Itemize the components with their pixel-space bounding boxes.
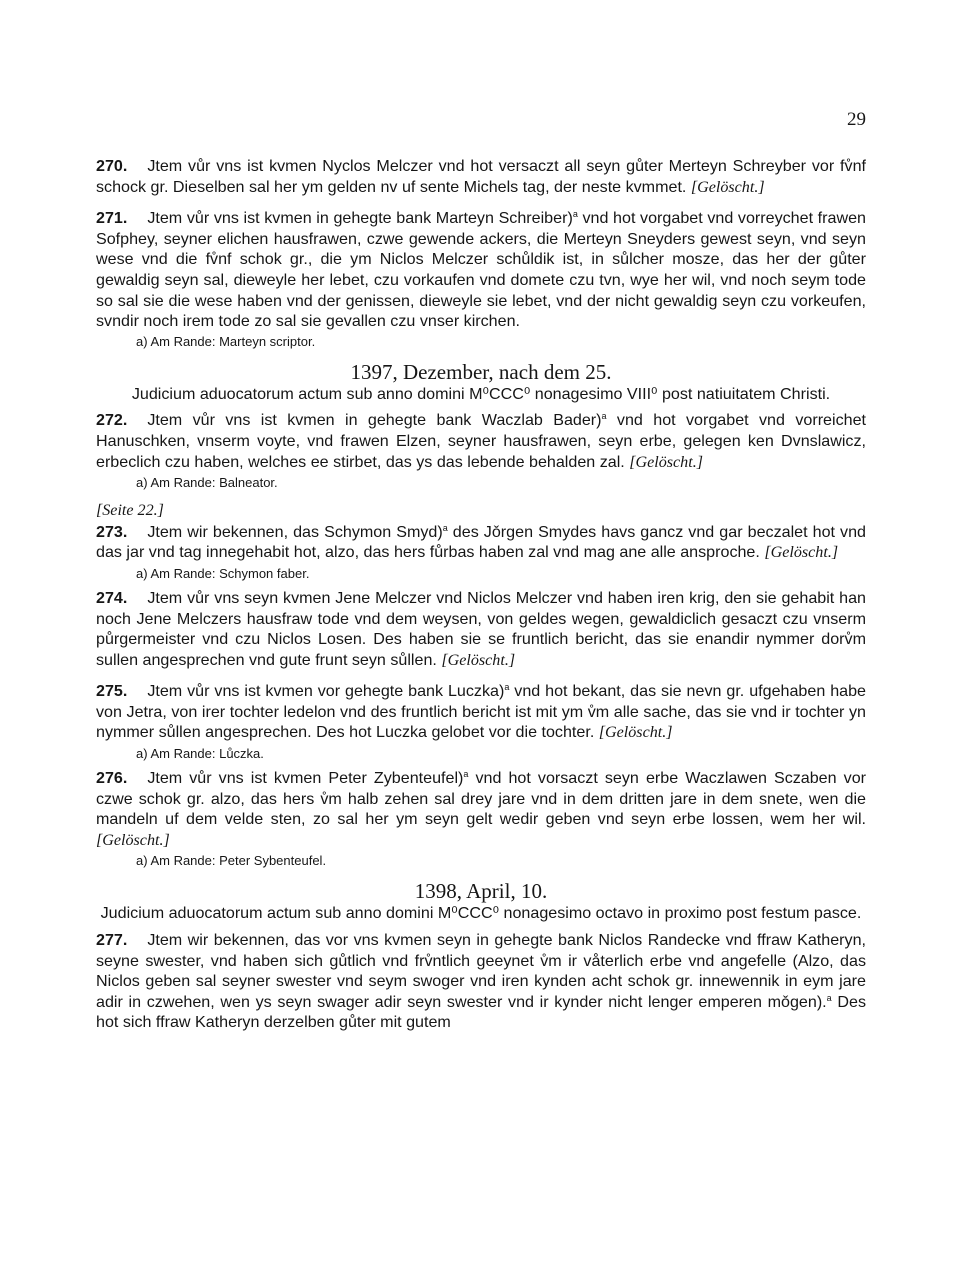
footnote-marker: a — [572, 209, 578, 220]
entry-number: 276. — [96, 769, 128, 788]
footnote-marker: a — [826, 992, 832, 1003]
entry-number: 270. — [96, 157, 128, 175]
entry-text-cont: vnd hot bekant, das sie nevn gr. ufgehaben habe von Jetra, von irer tochter ledelon vnd des fruntlich bericht ist mit ym v̊m alle sache, das sie vnd ir tochter yn nymmer sůllen angesprechen. Des hot Luczka gelobet vor die tochter. — [96, 682, 867, 742]
deleted-note: [Gelöscht.] — [629, 453, 703, 471]
entry-270 — [96, 156, 866, 198]
footnote-marker: a — [442, 522, 448, 533]
document-page — [96, 110, 866, 1033]
entry-number: 277. — [96, 931, 128, 950]
deleted-note: [Gelöscht.] — [690, 178, 765, 196]
footnote-marker: a — [463, 769, 469, 780]
entry-text: Jtem vůr vns ist kvmen vor gehegte bank Luczka) — [147, 682, 505, 701]
entry-text: Jtem vůr vns ist kvmen Peter Zybenteufel) — [147, 769, 464, 788]
deleted-note: [Gelöscht.] — [764, 544, 839, 562]
entry-276 — [96, 768, 866, 851]
entry-text-cont: Des hot sich ffraw Katheryn derzelben gůter mit gutem — [96, 992, 866, 1032]
deleted-note: [Gelöscht.] — [96, 831, 170, 849]
entry-text-cont: des Jǒrgen Smydes havs gancz vnd gar beczalet hot vnd das jar vnd tag innegehabit hot, alzo, das hers fůrbas haben zal vnd mag ane alle ansproche. — [96, 522, 866, 562]
deleted-note: [Gelöscht.] — [441, 651, 516, 669]
entry-number: 275. — [96, 682, 128, 701]
entry-text-cont: vnd hot vorgabet vnd vorreichet Hanuschken, vnserm voyte, vnd frawen Elzen, seyner hausfrawen, seyn erbe, gelegen ken Dvnslawicz, erbeclich czu haben, welches ee stirbet, das ys das lebende behalden zal. — [96, 411, 867, 471]
entry-text: Jtem vůr vns ist kvmen Nyclos Melczer vnd hot versaczt all seyn gůter Merteyn Schreyber vor fv̊nf schock gr. Dieselben sal her ym gelden nv uf sente Michels tag, der neste kvmmet. — [96, 157, 866, 196]
deleted-note: [Gelöscht.] — [598, 724, 673, 742]
entry-text-cont: vnd hot vorgabet vnd vorreychet frawen Sofphey, seyner elichen hausfrawen, czwe gewende ackers, die Merteyn Sneyders gewest seyn, vnd seyn wese vnd die fv̊nf schok gr., die ym Niclos Melczer schůldik ist, in sůlcher mosze, das her der gůter gewaldig seyn sal, dieweyle her lebet, czu vorkaufen vnd domete czu tvn, wye her wil, vnd noch seym tode so sal sie die wese haben vnd der genissen, dieweyle sie lebet, vnd der nicht gewaldig seyn czu vorkeufen, svndir noch irem tode zo sal sie gevallen czu vnser kirchen. — [96, 209, 866, 331]
entry-number: 273. — [96, 522, 128, 541]
entry-text: Jtem vůr vns seyn kvmen Jene Melczer vnd Niclos Melczer vnd haben iren krig, den sie gehabit han noch Jene Melczers hausfraw tode vnd dem weysen, von geldes wegen, gewaldiclich gesaczt czu vnserm půrgermeister vnd czu Niclos Losen. Des haben sie se fruntlich bericht, das sie enandir nymmer dorv̊m sullen angesprechen vnd gute frunt seyn sůllen. — [96, 588, 866, 669]
entry-text: Jtem vůr vns ist kvmen in gehegte bank Marteyn Schreiber) — [147, 209, 573, 228]
date-heading: 1398, April, 10. — [414, 879, 548, 904]
footnote: a) Am Rande: Marteyn scriptor. — [136, 333, 316, 349]
footnote-marker: a — [601, 411, 607, 422]
footnote: a) Am Rande: Lůczka. — [136, 746, 264, 762]
entry-275 — [96, 681, 866, 744]
footnote: a) Am Rande: Balneator. — [136, 475, 278, 491]
entry-text: Jtem wir bekennen, das vor vns kvmen seyn in gehegte bank Niclos Randecke vnd ffraw Katheryn, seyne swester, vnd haben sich gůtlich vnd frv̊ntlich geeynet v̊m ir våterlich erbe vnd angefelle (Alzo, das Niclos geben sal seyner swester vnd seym swoger vnd iren kynden acht schok gr. innewennik in eym jare adir in czwehen, wen ys seyn swager adir seyn swester vnd ir kynder nicht lenger emperen mǒgen). — [96, 931, 866, 1011]
entry-number: 271. — [96, 209, 128, 228]
footnote: a) Am Rande: Schymon faber. — [136, 565, 310, 581]
entry-277 — [96, 930, 866, 1033]
entry-272 — [96, 410, 866, 473]
footnote: a) Am Rande: Peter Sybenteufel. — [136, 853, 327, 869]
footnote-marker: a — [504, 682, 510, 693]
entry-number: 272. — [96, 411, 128, 430]
entry-text: Jtem wir bekennen, das Schymon Smyd) — [147, 522, 443, 541]
page-number: 29 — [847, 109, 866, 130]
entry-text-cont: vnd hot vorsaczt seyn erbe Waczlawen Sczaben vor czwe schok gr. alzo, das hers v̊m halb zehen sal drey jare vnd in dem dritten jare in dem snete, wen die mandeln uf dem velde sten, zo sal her ym seyn gelt wedir geben vnd seyn erbe lossen, wem her wil. — [96, 769, 867, 829]
entry-274 — [96, 588, 866, 671]
entry-271 — [96, 208, 866, 332]
entry-273 — [96, 522, 866, 564]
entry-text: Jtem vůr vns ist kvmen in gehegte bank Waczlab Bader) — [147, 411, 602, 430]
date-heading: 1397, Dezember, nach dem 25. — [350, 359, 612, 384]
entry-number: 274. — [96, 588, 128, 607]
court-session: Judicium aduocatorum actum sub anno domini M⁰CCC⁰ nonagesimo octavo in proximo post festum pasce. — [100, 904, 862, 923]
court-session: Judicium aduocatorum actum sub anno domini M⁰CCC⁰ nonagesimo VIII⁰ post natiuitatem Christi. — [131, 384, 831, 403]
page-reference: [Seite 22.] — [96, 502, 164, 520]
